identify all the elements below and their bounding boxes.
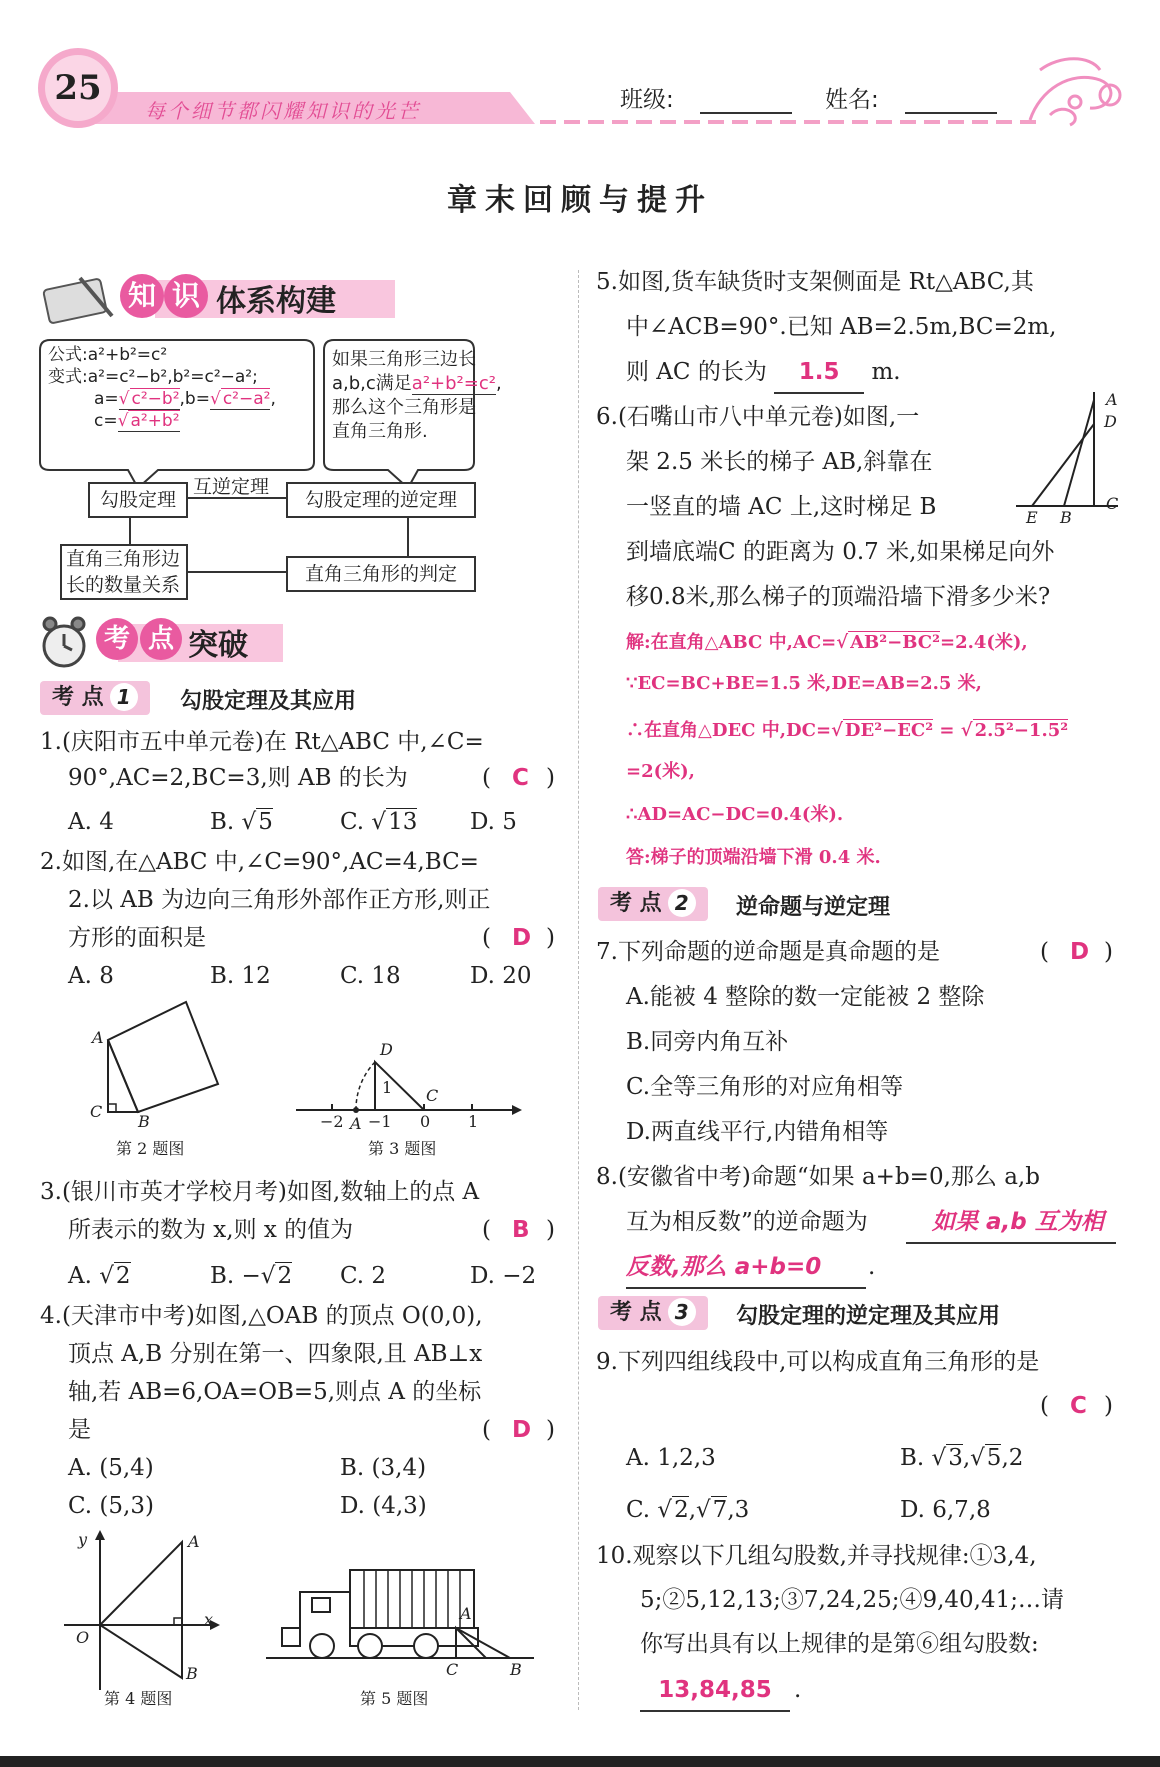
q8-end-period: .: [868, 1254, 876, 1280]
q7-option-d: D.两直线平行,内错角相等: [626, 1119, 889, 1145]
formula-c-label: c=: [94, 411, 118, 431]
formula-c-value: a²+b²: [130, 411, 180, 431]
fig2-label-c: C: [90, 1102, 103, 1121]
kp3-title: 勾股定理的逆定理及其应用: [736, 1304, 1001, 1329]
section-knowledge-header: [40, 268, 395, 330]
fig3-tick-one: 1: [468, 1112, 479, 1131]
q4-paren-open: (: [482, 1417, 491, 1443]
sol6-sqrt-2: DE²−EC²: [844, 720, 934, 741]
bottom-bar: [0, 1756, 1160, 1767]
q5-answer: 1.5: [774, 352, 864, 394]
q10-answer: 13,84,85: [640, 1670, 790, 1712]
q1-option-c: C. √13: [340, 809, 418, 835]
q7-option-a: A.能被 4 整除的数一定能被 2 整除: [626, 984, 985, 1010]
sol6-line-5: ∴AD=AC−DC=0.4(米).: [626, 804, 844, 825]
q8-answer-part-2: 反数,那么 a+b=0: [626, 1247, 866, 1289]
node-mutual-label: 互逆定理: [193, 476, 270, 498]
sol6-line-6: 答:梯子的顶端沿墙下滑 0.4 米.: [626, 847, 881, 868]
formula-b-value: c²−a²: [222, 389, 271, 409]
q3-line-2: 所表示的数为 x,则 x 的值为: [68, 1217, 354, 1243]
sol6-line-2: ∵EC=BC+BE=1.5 米,DE=AB=2.5 米,: [626, 673, 982, 694]
q1-option-a: A. 4: [68, 809, 114, 835]
q5-line-3: 则 AC 的长为 1.5 m.: [626, 352, 901, 394]
formula-a-value: c²−b²: [131, 389, 180, 409]
q10-line-1: 10.观察以下几组勾股数,并寻找规律:①3,4,: [596, 1543, 1037, 1569]
fig3-label-d: D: [380, 1040, 393, 1059]
q8-line-1: 8.(安徽省中考)命题“如果 a+b=0,那么 a,b: [596, 1164, 1040, 1190]
badge-zhi: 知: [120, 274, 164, 318]
fig6-label-d: D: [1104, 412, 1117, 431]
fig3-label-a: A: [350, 1114, 362, 1133]
kp3-label: 考 点: [610, 1300, 662, 1325]
formula-b-label: ,b=: [179, 389, 210, 409]
formula-a-label: a=: [94, 389, 119, 409]
q1-option-d: D. 5: [470, 809, 517, 835]
q4-line-1: 4.(天津市中考)如图,△OAB 的顶点 O(0,0),: [40, 1303, 483, 1329]
column-divider: [578, 270, 579, 1710]
q9-option-a: A. 1,2,3: [626, 1445, 716, 1471]
section-knowledge-title: 体系构建: [216, 284, 336, 319]
q10-end-period: .: [794, 1677, 802, 1703]
converse-line-2a: a,b,c满足: [332, 373, 412, 394]
flower-ornament-icon: [1030, 59, 1120, 125]
q1-answer: C: [512, 765, 529, 791]
fig3-tick-zero: 0: [420, 1112, 431, 1131]
q10-line-3: 你写出具有以上规律的是第⑥组勾股数:: [640, 1631, 1039, 1657]
q3-option-c: C. 2: [340, 1263, 387, 1289]
sol6-line-1: 解:在直角△ABC 中,AC=√ AB²−BC²=2.4(米),: [626, 632, 1028, 653]
q3-paren-open: (: [482, 1217, 491, 1243]
kp3-number: 3: [668, 1298, 696, 1326]
q6-line-5: 移0.8米,那么梯子的顶端沿墙下滑多少米?: [626, 584, 1051, 610]
node-side-relation-line-2: 长的数量关系: [66, 574, 181, 596]
fig4-label-o: O: [76, 1628, 90, 1647]
q3-answer: B: [512, 1217, 530, 1243]
q2-option-d: D. 20: [470, 963, 532, 989]
q1-line-2: 90°,AC=2,BC=3,则 AB 的长为: [68, 765, 408, 791]
q5-line-2: 中∠ACB=90°.已知 AB=2.5m,BC=2m,: [626, 314, 1057, 340]
page-title: 章末回顾与提升: [447, 183, 713, 218]
notebook-icon: [43, 278, 112, 324]
q7-paren-open: (: [1040, 939, 1049, 965]
node-right-triangle-judge: 直角三角形的判定: [286, 556, 476, 592]
section-points-header: [38, 612, 338, 672]
formula-line-2: 变式:a²=c²−b²,b²=c²−a²;: [48, 367, 258, 387]
q8-line-2: 互为相反数”的逆命题为: [626, 1209, 868, 1235]
sol6-sqrt-1: AB²−BC²: [850, 632, 940, 653]
q6-line-4: 到墙底端C 的距离为 0.7 米,如果梯足向外: [626, 539, 1055, 565]
q2-option-b: B. 12: [210, 963, 271, 989]
q4-option-d: D. (4,3): [340, 1493, 427, 1519]
q3-option-d: D. −2: [470, 1263, 537, 1289]
name-label: 姓名:: [825, 87, 879, 113]
fig5-label-b: B: [510, 1660, 522, 1679]
kp2-title: 逆命题与逆定理: [736, 895, 891, 920]
q3-paren-close: ): [546, 1217, 555, 1243]
q9-paren-open: (: [1040, 1393, 1049, 1419]
kp2-label: 考 点: [610, 891, 662, 916]
q9-option-d: D. 6,7,8: [900, 1497, 991, 1523]
converse-line-2b: a²+b²=c²: [411, 373, 496, 394]
q7-answer: D: [1070, 939, 1090, 965]
header-slogan: 每个细节都闪耀知识的光芒: [145, 99, 421, 123]
q4-line-3: 轴,若 AB=6,OA=OB=5,则点 A 的坐标: [68, 1379, 482, 1405]
converse-line-4: 直角三角形.: [332, 421, 428, 442]
q4-option-a: A. (5,4): [68, 1455, 154, 1481]
node-converse-theorem: 勾股定理的逆定理: [286, 482, 476, 518]
kp1-label: 考 点: [52, 685, 104, 710]
q9-paren-close: ): [1104, 1393, 1113, 1419]
q9-option-b: B. √3,√5,2: [900, 1445, 1024, 1471]
q9-option-c: C. √2,√7,3: [626, 1497, 750, 1523]
q7-paren-close: ): [1104, 939, 1113, 965]
q1-option-c-value: 13: [388, 809, 418, 835]
fig6-label-e: E: [1026, 508, 1038, 527]
q1-option-b: B. √5: [210, 809, 273, 835]
q3-option-a-value: 2: [115, 1263, 131, 1289]
q2-line-3: 方形的面积是: [68, 925, 206, 951]
fig4-caption: 第 4 题图: [104, 1689, 173, 1708]
fig6-label-c: C: [1106, 494, 1119, 513]
kp1-title: 勾股定理及其应用: [180, 689, 357, 714]
formula-line-1: 公式:a²+b²=c²: [48, 345, 168, 365]
fig4-label-y: y: [78, 1530, 88, 1549]
kp1-tag: [40, 681, 150, 715]
fig3-caption: 第 3 题图: [368, 1139, 437, 1158]
fig2-label-a: A: [92, 1028, 104, 1047]
kp2-number: 2: [668, 889, 696, 917]
q3-line-1: 3.(银川市英才学校月考)如图,数轴上的点 A: [40, 1179, 480, 1205]
q6-line-3: 一竖直的墙 AC 上,这时梯足 B: [626, 494, 937, 520]
q6-line-2: 架 2.5 米长的梯子 AB,斜靠在: [626, 449, 933, 475]
node-side-relation: [60, 544, 188, 600]
formula-box: 公式:a²+b²=c² 变式:a²=c²−b²,b²=c²−a²; a=√ c²−b²,b=√ c²−a², c=√ a²+b²: [48, 345, 276, 431]
fig6-label-a: A: [1106, 390, 1118, 409]
q4-option-b: B. (3,4): [340, 1455, 427, 1481]
q9-answer: C: [1070, 1393, 1087, 1419]
q1-option-b-value: 5: [258, 809, 273, 835]
q10-line-2: 5;②5,12,13;③7,24,25;④9,40,41;…请: [640, 1587, 1064, 1613]
q4-answer: D: [512, 1417, 532, 1443]
q2-option-a: A. 8: [68, 963, 114, 989]
kp3-tag: [598, 1296, 708, 1330]
kp2-tag: [598, 887, 708, 921]
sol6-line-3: ∴在直角△DEC 中,DC=√ DE²−EC² = √ 2.5²−1.5²: [626, 720, 1069, 741]
fig4-label-a: A: [188, 1532, 200, 1551]
figure-3: [292, 1040, 522, 1160]
converse-line-3: 那么这个三角形是: [332, 397, 476, 418]
q8-answer-part-1: 如果 a,b 互为相: [906, 1202, 1116, 1244]
name-blank[interactable]: [905, 112, 997, 114]
fig2-caption: 第 2 题图: [116, 1139, 185, 1158]
figure-5: [264, 1560, 544, 1710]
sol6-line-4: =2(米),: [626, 761, 695, 782]
node-side-relation-line-1: 直角三角形边: [66, 548, 181, 570]
fig6-label-b: B: [1060, 508, 1072, 527]
kp1-number: 1: [110, 683, 138, 711]
q3-option-b-value: 2: [277, 1263, 293, 1289]
q5-line-1: 5.如图,货车缺货时支架侧面是 Rt△ABC,其: [596, 269, 1034, 295]
q3-option-b: B. −√2: [210, 1263, 293, 1289]
q2-line-2: 2.以 AB 为边向三角形外部作正方形,则正: [68, 887, 491, 913]
alarm-clock-icon: [44, 618, 84, 666]
fig5-label-a: A: [460, 1604, 472, 1623]
section-points-title: 突破: [188, 628, 248, 663]
converse-box: 如果三角形三边长 a,b,c满足a²+b²=c², 那么这个三角形是 直角三角形.: [332, 349, 502, 442]
q4-paren-close: ): [546, 1417, 555, 1443]
fig3-tick-neg1: −1: [368, 1112, 392, 1131]
badge-shi: 识: [164, 274, 208, 318]
q9-line-1: 9.下列四组线段中,可以构成直角三角形的是: [596, 1349, 1040, 1375]
mindmap: [38, 338, 508, 600]
q7-option-c: C.全等三角形的对应角相等: [626, 1074, 904, 1100]
q2-line-1: 2.如图,在△ABC 中,∠C=90°,AC=4,BC=: [40, 849, 479, 875]
q7-line-1: 7.下列命题的逆命题是真命题的是: [596, 939, 940, 965]
q7-option-b: B.同旁内角互补: [626, 1029, 789, 1055]
q2-option-c: C. 18: [340, 963, 401, 989]
q3-option-a: A. √2: [68, 1263, 131, 1289]
fig3-tick-neg2: −2: [320, 1112, 344, 1131]
figure-4: [64, 1530, 234, 1710]
fig5-label-c: C: [446, 1660, 459, 1679]
figure-6: [1012, 390, 1132, 530]
node-pythagorean-theorem: 勾股定理: [88, 482, 188, 518]
fig3-label-c: C: [426, 1086, 439, 1105]
q2-paren-open: (: [482, 925, 491, 951]
badge-dian: 点: [140, 618, 182, 660]
page-number: 25: [54, 68, 102, 108]
q4-line-2: 顶点 A,B 分别在第一、四象限,且 AB⊥x: [68, 1341, 483, 1367]
q1-paren-close: ): [546, 765, 555, 791]
fig5-caption: 第 5 题图: [360, 1689, 429, 1708]
badge-kao: 考: [96, 618, 138, 660]
class-label: 班级:: [620, 87, 674, 113]
q1-line-1: 1.(庆阳市五中单元卷)在 Rt△ABC 中,∠C=: [40, 729, 484, 755]
fig3-label-one: 1: [382, 1078, 393, 1097]
figure-2: [80, 998, 230, 1158]
q2-paren-close: ): [546, 925, 555, 951]
q4-option-c: C. (5,3): [68, 1493, 154, 1519]
q2-answer: D: [512, 925, 532, 951]
fig2-label-b: B: [138, 1112, 150, 1131]
converse-line-1: 如果三角形三边长: [332, 349, 476, 370]
q4-line-4: 是: [68, 1417, 91, 1443]
q1-paren-open: (: [482, 765, 491, 791]
sol6-sqrt-3: 2.5²−1.5²: [974, 720, 1069, 741]
class-blank[interactable]: [700, 112, 792, 114]
page-header: [0, 0, 1160, 140]
fig4-label-x: x: [204, 1610, 214, 1629]
fig4-label-b: B: [186, 1664, 198, 1683]
q6-line-1: 6.(石嘴山市八中单元卷)如图,一: [596, 404, 920, 430]
